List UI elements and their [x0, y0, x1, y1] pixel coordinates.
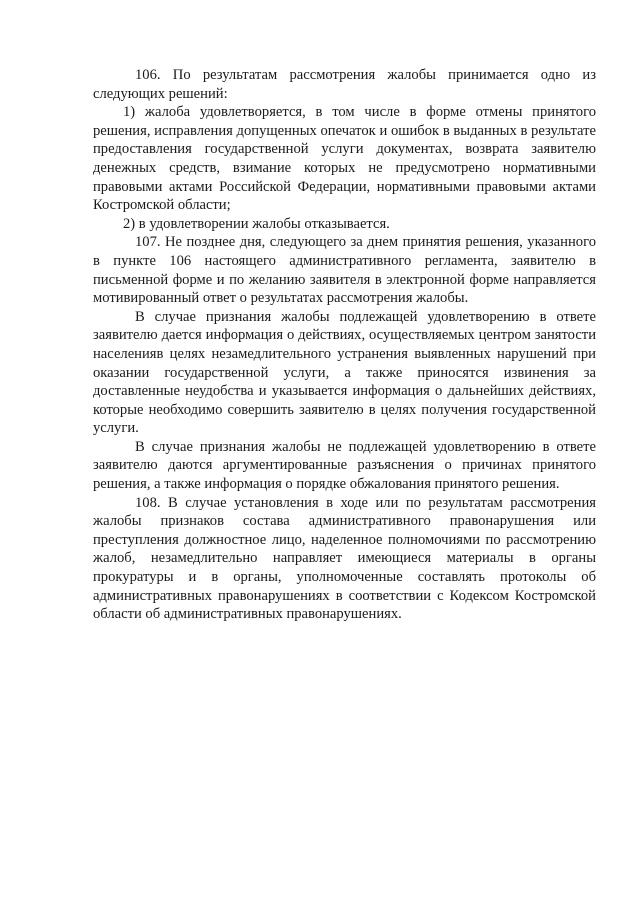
paragraph-complaint-satisfied: В случае признания жалобы подлежащей удовлетворению в ответе заявителю дается информация о действиях, осуществляемых центром занятости населенияв целях незамедлительного устранения выявленных нарушений при оказании государственной услуги, а также приносятся извинения за доставленные неудобства и указывается информация о дальнейших действиях, которые необходимо совершить заявителю в целях получения государственной услуги.	[93, 308, 596, 437]
paragraph-107: 107. Не позднее дня, следующего за днем принятия решения, указанного в пункте 106 настоящего административного регламента, заявителю в письменной форме и по желанию заявителя в электронной форме направляется мотивированный ответ о результатах рассмотрения жалобы.	[93, 234, 596, 307]
document-body	[93, 66, 596, 624]
paragraph-complaint-rejected: В случае признания жалобы не подлежащей удовлетворению в ответе заявителю даются аргументированные разъяснения о причинах принятого решения, а также информация о порядке обжалования принятого решения.	[93, 438, 596, 493]
decision-item-1: 1) жалоба удовлетворяется, в том числе в форме отмены принятого решения, исправления допущенных опечаток и ошибок в выданных в результате предоставления государственной услуги документах, возврата заявителю денежных средств, взимание которых не предусмотрено нормативными правовыми актами Российской Федерации, нормативными правовыми актами Костромской области;	[93, 104, 596, 214]
decision-item-2: 2) в удовлетворении жалобы отказывается.	[123, 215, 390, 232]
paragraph-108: 108. В случае установления в ходе или по результатам рассмотрения жалобы признаков состава административного правонарушения или преступления должностное лицо, наделенное полномочиями по рассмотрению жалоб, незамедлительно направляет имеющиеся материалы в органы прокуратуры и в органы, уполномоченные составлять протоколы об административных правонарушениях в соответствии с Кодексом Костромской области об административных правонарушениях.	[93, 494, 596, 623]
paragraph-106: 106. По результатам рассмотрения жалобы принимается одно из следующих решений:	[93, 67, 596, 102]
